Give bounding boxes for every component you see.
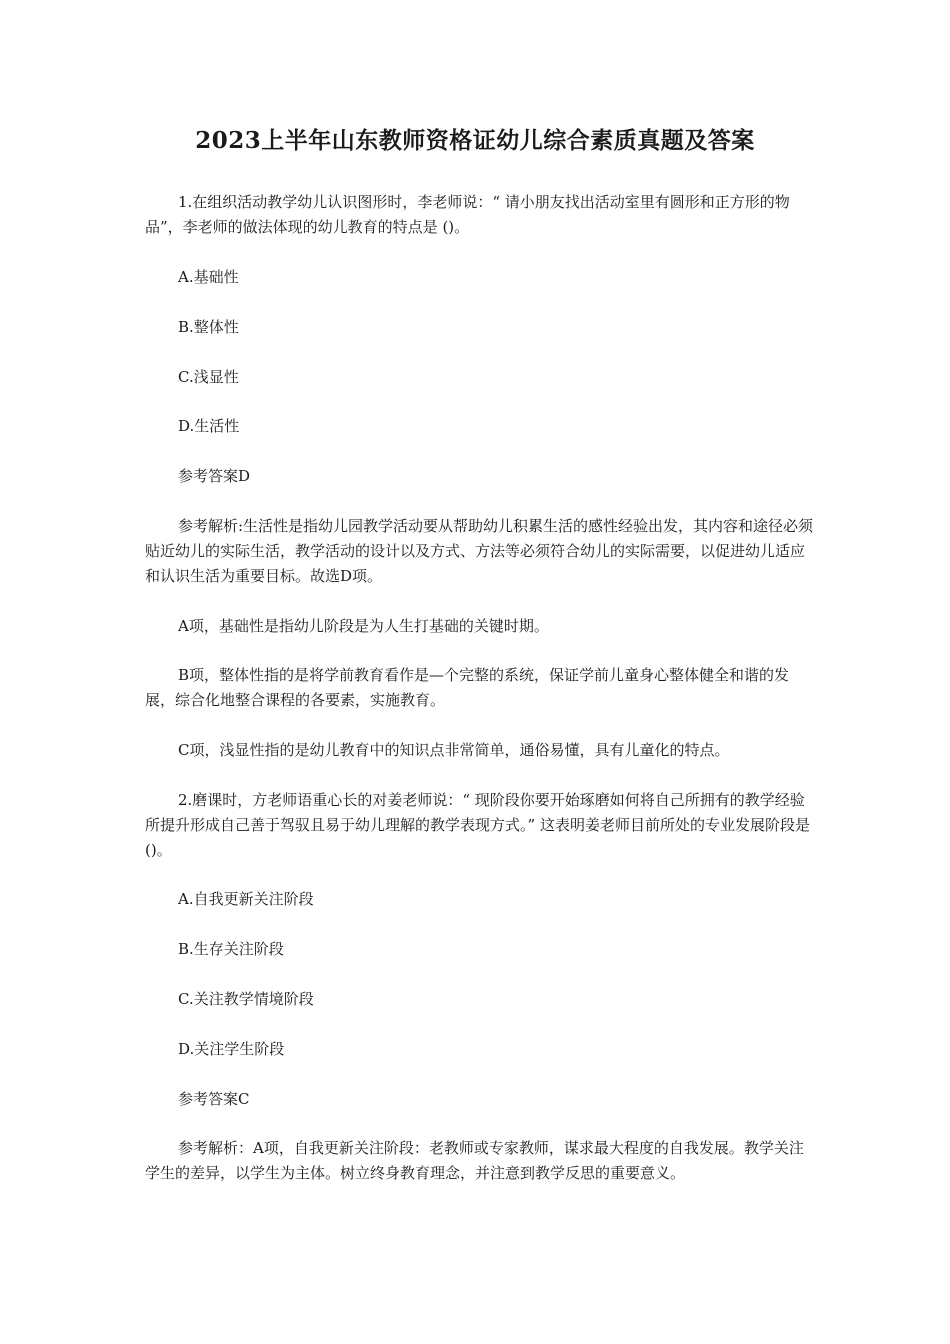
question-2-option-b: B.生存关注阶段 bbox=[178, 940, 284, 958]
question-1-answer: 参考答案D bbox=[178, 467, 251, 485]
document-title: 2023上半年山东教师资格证幼儿综合素质真题及答案 bbox=[195, 127, 755, 154]
question-2-analysis: 参考解析：A项，自我更新关注阶段：老教师或专家教师，谋求最大程度的自我发展。教学关注学生的差异，以学生为主体。树立终身教育理念，并注意到教学反思的重要意义。 bbox=[145, 1139, 804, 1182]
question-1-analysis: 参考解析:生活性是指幼儿园教学活动要从帮助幼儿积累生活的感性经验出发，其内容和途径必须贴近幼儿的实际生活，教学活动的设计以及方式、方法等必须符合幼儿的实际需要，以促进幼儿适应和认识生活为重要目标。故选D项。 bbox=[145, 517, 814, 585]
question-2-option-c: C.关注教学情境阶段 bbox=[178, 990, 314, 1008]
question-1-option-d: D.生活性 bbox=[178, 417, 240, 435]
question-1-note-c: C项，浅显性指的是幼儿教育中的知识点非常简单，通俗易懂，具有儿童化的特点。 bbox=[178, 741, 730, 759]
question-1-option-a: A.基础性 bbox=[178, 268, 239, 286]
question-2-answer: 参考答案C bbox=[178, 1090, 250, 1108]
question-1-stem: 1.在组织活动教学幼儿认识图形时，李老师说：“ 请小朋友找出活动室里有圆形和正方形的物品”，李老师的做法体现的幼儿教育的特点是 ()。 bbox=[145, 193, 790, 236]
question-1-option-b: B.整体性 bbox=[178, 318, 239, 336]
question-1-option-c: C.浅显性 bbox=[178, 368, 239, 386]
question-2-option-a: A.自我更新关注阶段 bbox=[178, 890, 314, 908]
question-2-stem: 2.磨课时，方老师语重心长的对姜老师说：“ 现阶段你要开始琢磨如何将自己所拥有的教学经验所提升形成自己善于驾驭且易于幼儿理解的教学表现方式。” 这表明姜老师目前所处的专业发展阶段是()。 bbox=[145, 791, 810, 859]
question-1-note-b: B项，整体性指的是将学前教育看作是—个完整的系统，保证学前儿童身心整体健全和谐的发展，综合化地整合课程的各要素，实施教育。 bbox=[145, 666, 790, 709]
question-2-option-d: D.关注学生阶段 bbox=[178, 1040, 285, 1058]
question-1-note-a: A项，基础性是指幼儿阶段是为人生打基础的关键时期。 bbox=[178, 617, 549, 635]
